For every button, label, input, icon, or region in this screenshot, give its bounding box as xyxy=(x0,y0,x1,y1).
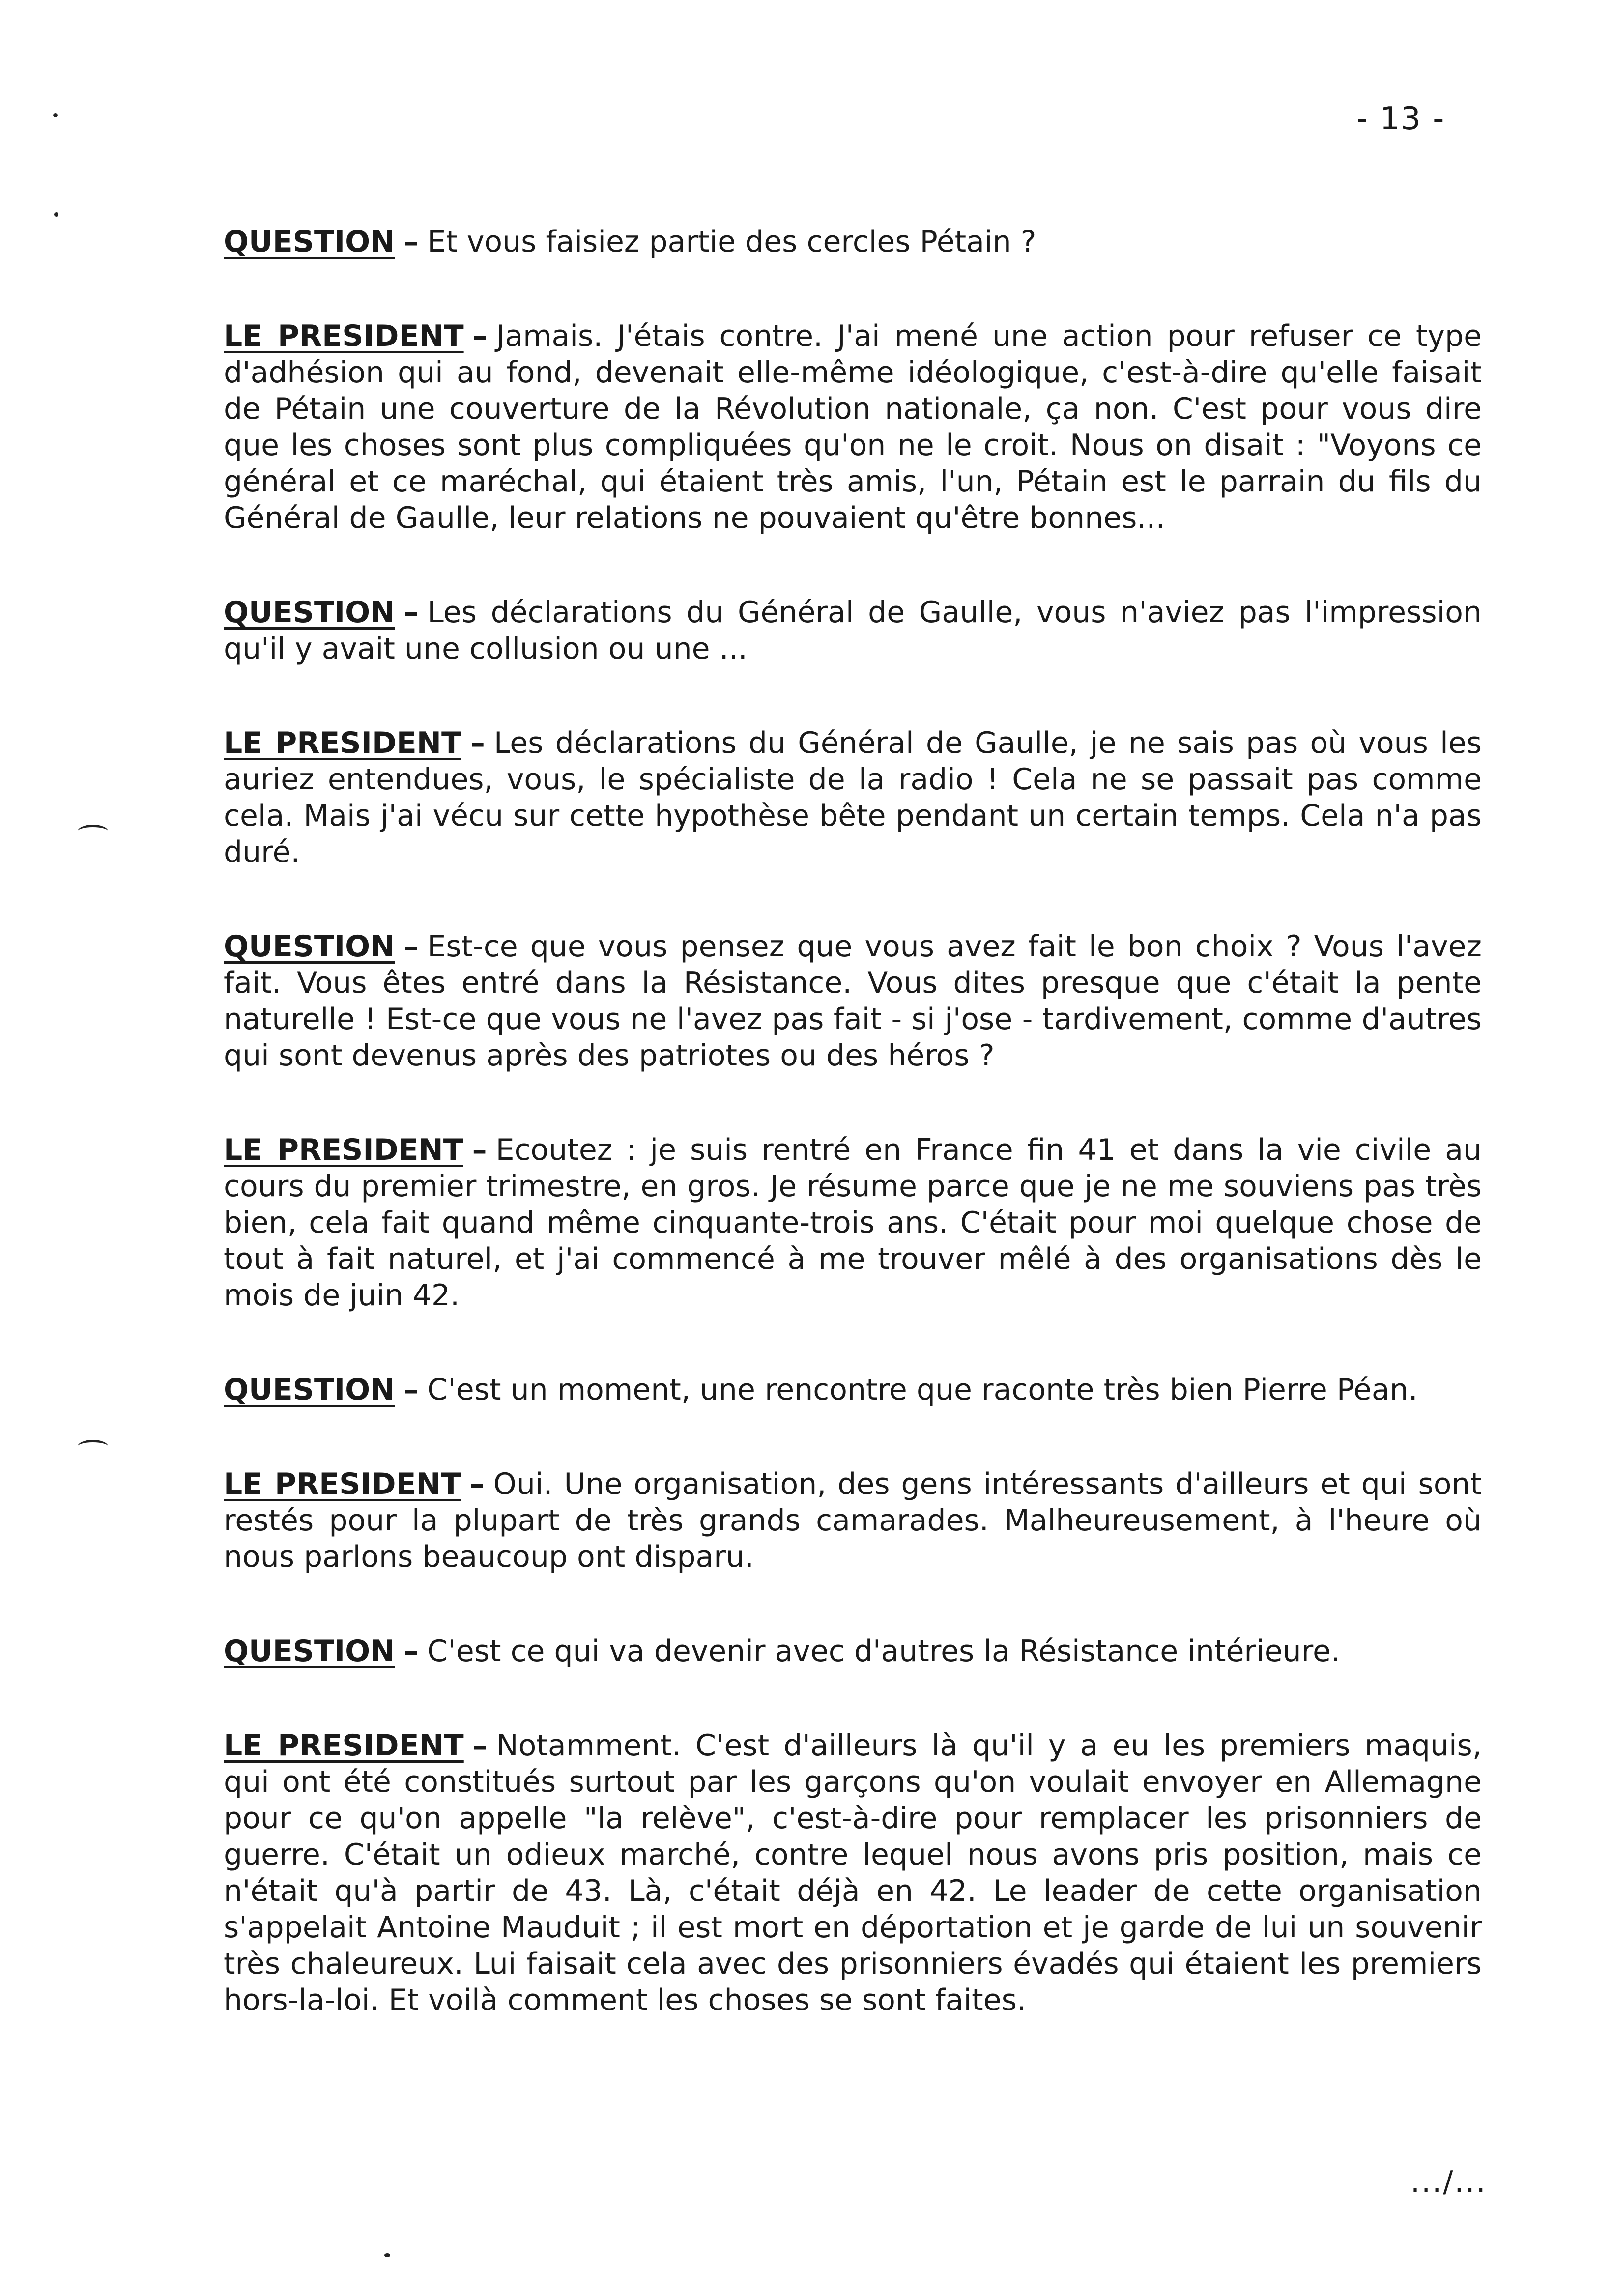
speaker-label: QUESTION xyxy=(224,225,395,259)
entry-text: C'est ce qui va devenir avec d'autres la Résistance intérieure. xyxy=(427,1634,1341,1668)
transcript-entry xyxy=(224,1727,1482,2018)
entry-text: Oui. Une organisation, des gens intéressants d'ailleurs et qui sont restés pour la plupart de très grands camarades. Malheureusement, à l'heure où nous parlons beaucoup ont disparu. xyxy=(224,1467,1482,1574)
speaker-label: QUESTION xyxy=(224,595,395,630)
margin-tick-mark xyxy=(78,1440,108,1453)
page-number: - 13 - xyxy=(1356,101,1445,137)
speaker-label: LE PRESIDENT xyxy=(224,726,461,760)
transcript-entry xyxy=(224,224,1482,260)
speaker-dash: – xyxy=(470,726,485,760)
transcript xyxy=(224,224,1482,2076)
entry-text: Notamment. C'est d'ailleurs là qu'il y a eu les premiers maquis, qui ont été constitués surtout par les garçons qu'on voulait envoyer en Allemagne pour ce qu'on appelle "la relève", c'est-à-dire pour remplacer les prisonniers de guerre. C'était un odieux marché, contre lequel nous avons pris position, mais ce n'était qu'à partir de 43. Là, c'était déjà en 42. Le leader de cette organisation s'appelait Antoine Mauduit ; il est mort en déportation et je garde de lui un souvenir très chaleureux. Lui faisait cela avec des prisonniers évadés qui étaient les premiers hors-la-loi. Et voilà comment les choses se sont faites. xyxy=(224,1728,1482,2017)
entry-text: Est-ce que vous pensez que vous avez fait le bon choix ? Vous l'avez fait. Vous êtes entré dans la Résistance. Vous dites presque que c'était la pente naturelle ! Est-ce que vous ne l'avez pas fait - si j'ose - tardivement, comme d'autres qui sont devenus après des patriotes ou des héros ? xyxy=(224,929,1482,1073)
speaker-dash: – xyxy=(472,319,488,353)
scan-speck xyxy=(54,212,58,217)
speaker-dash: – xyxy=(469,1467,485,1501)
speaker-label: LE PRESIDENT xyxy=(224,1728,464,1763)
scan-speck xyxy=(384,2253,390,2257)
speaker-dash: – xyxy=(403,1634,419,1668)
speaker-dash: – xyxy=(403,1373,419,1407)
transcript-entry xyxy=(224,318,1482,536)
transcript-entry xyxy=(224,725,1482,870)
page-continuation-mark: .../... xyxy=(1410,2165,1487,2199)
speaker-dash: – xyxy=(403,929,419,964)
transcript-entry xyxy=(224,928,1482,1074)
transcript-entry xyxy=(224,1132,1482,1314)
entry-text: Les déclarations du Général de Gaulle, je ne sais pas où vous les auriez entendues, vous, le spécialiste de la radio ! Cela ne se passait pas comme cela. Mais j'ai vécu sur cette hypothèse bête pendant un certain temps. Cela n'a pas duré. xyxy=(224,726,1482,869)
speaker-label: LE PRESIDENT xyxy=(224,319,464,353)
speaker-dash: – xyxy=(472,1728,488,1763)
transcript-entry xyxy=(224,1372,1482,1408)
speaker-label: QUESTION xyxy=(224,929,395,964)
speaker-label: QUESTION xyxy=(224,1634,395,1668)
entry-text: Ecoutez : je suis rentré en France fin 41 et dans la vie civile au cours du premier trimestre, en gros. Je résume parce que je ne me souviens pas très bien, cela fait quand même cinquante-trois ans. C'était pour moi quelque chose de tout à fait naturel, et j'ai commencé à me trouver mêlé à des organisations dès le mois de juin 42. xyxy=(224,1133,1482,1313)
speaker-label: LE PRESIDENT xyxy=(224,1467,461,1501)
speaker-dash: – xyxy=(403,225,419,259)
transcript-entry xyxy=(224,1633,1482,1669)
transcript-entry xyxy=(224,1466,1482,1575)
speaker-dash: – xyxy=(403,595,419,630)
entry-text: C'est un moment, une rencontre que raconte très bien Pierre Péan. xyxy=(427,1373,1418,1407)
entry-text: Jamais. J'étais contre. J'ai mené une action pour refuser ce type d'adhésion qui au fond, devenait elle-même idéologique, c'est-à-dire qu'elle faisait de Pétain une couverture de la Révolution nationale, ça non. C'est pour vous dire que les choses sont plus compliquées qu'on ne le croit. Nous on disait : "Voyons ce général et ce maréchal, qui étaient très amis, l'un, Pétain est le parrain du fils du Général de Gaulle, leur relations ne pouvaient qu'être bonnes... xyxy=(224,319,1482,535)
transcript-entry xyxy=(224,594,1482,667)
entry-text: Les déclarations du Général de Gaulle, vous n'aviez pas l'impression qu'il y avait une collusion ou une ... xyxy=(224,595,1482,666)
margin-tick-mark xyxy=(78,825,108,838)
entry-text: Et vous faisiez partie des cercles Pétain ? xyxy=(427,225,1036,259)
speaker-label: QUESTION xyxy=(224,1373,395,1407)
speaker-label: LE PRESIDENT xyxy=(224,1133,463,1167)
scan-speck xyxy=(53,113,58,117)
speaker-dash: – xyxy=(472,1133,487,1167)
